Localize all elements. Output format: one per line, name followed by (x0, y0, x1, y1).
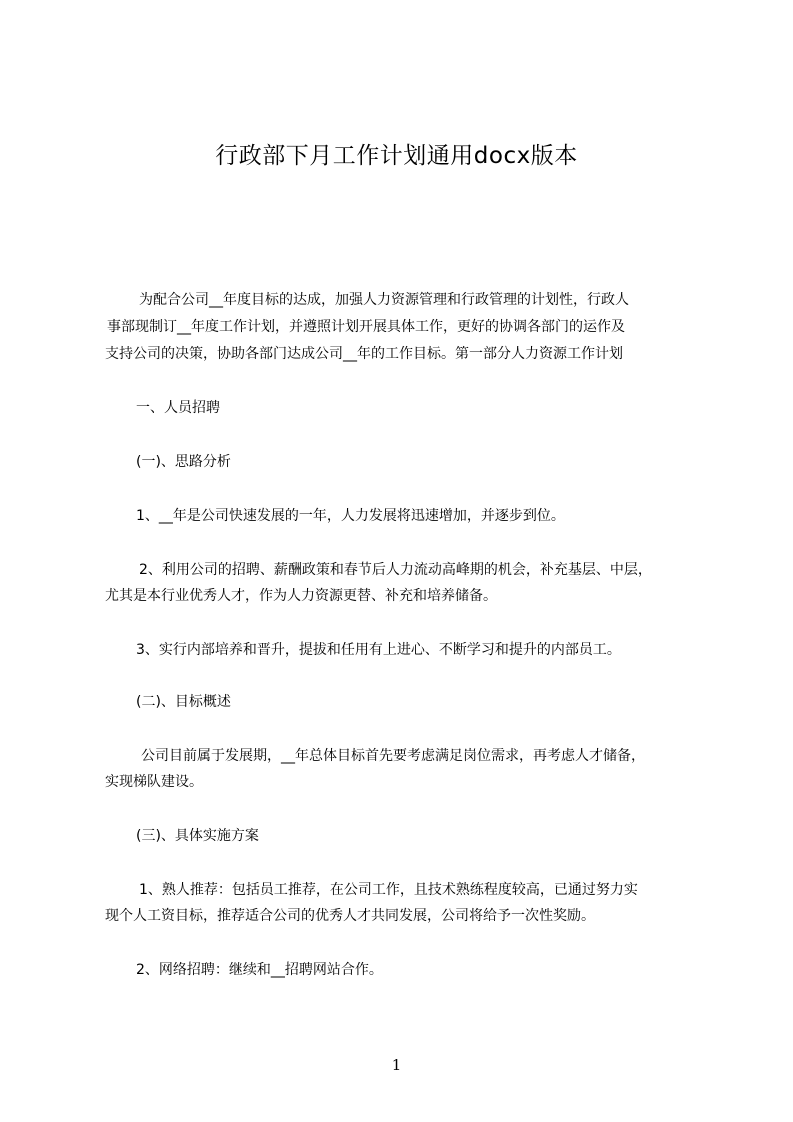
analysis-item-2-line-1: 2、利用公司的招聘、薪酬政策和春节后人力流动高峰期的机会，补充基层、中层， (139, 562, 652, 578)
plan-item-2: 2、网络招聘：继续和__招聘网站合作。 (136, 962, 383, 978)
intro-line-3: 支持公司的决策，协助各部门达成公司__年的工作目标。第一部分人力资源工作计划 (105, 346, 623, 362)
analysis-item-2-line-2: 尤其是本行业优秀人才，作为人力资源更替、补充和培养储备。 (105, 588, 497, 604)
goals-line-2: 实现梯队建设。 (105, 774, 203, 790)
plan-item-1-line-1: 1、熟人推荐：包括员工推荐，在公司工作，且技术熟练程度较高，已通过努力实 (139, 882, 638, 898)
subsection-heading-goals: (二)、目标概述 (136, 694, 231, 710)
section-heading-recruitment: 一、人员招聘 (136, 400, 220, 416)
analysis-item-3: 3、实行内部培养和晋升，提拔和任用有上进心、不断学习和提升的内部员工。 (136, 642, 621, 658)
intro-line-1: 为配合公司__年度目标的达成，加强人力资源管理和行政管理的计划性，行政人 (139, 292, 629, 308)
intro-line-2: 事部现制订__年度工作计划，并遵照计划开展具体工作，更好的协调各部门的运作及 (107, 319, 625, 335)
document-title: 行政部下月工作计划通用docx版本 (215, 143, 578, 169)
goals-line-1: 公司目前属于发展期，__年总体目标首先要考虑满足岗位需求，再考虑人才储备， (141, 748, 645, 764)
analysis-item-1: 1、__年是公司快速发展的一年，人力发展将迅速增加，并逐步到位。 (136, 508, 565, 524)
plan-item-1-line-2: 现个人工资目标，推荐适合公司的优秀人才共同发展，公司将给予一次性奖励。 (105, 908, 595, 924)
page-number: 1 (391, 1056, 402, 1074)
subsection-heading-plan: (三)、具体实施方案 (136, 828, 259, 844)
subsection-heading-analysis: (一)、思路分析 (136, 454, 231, 470)
